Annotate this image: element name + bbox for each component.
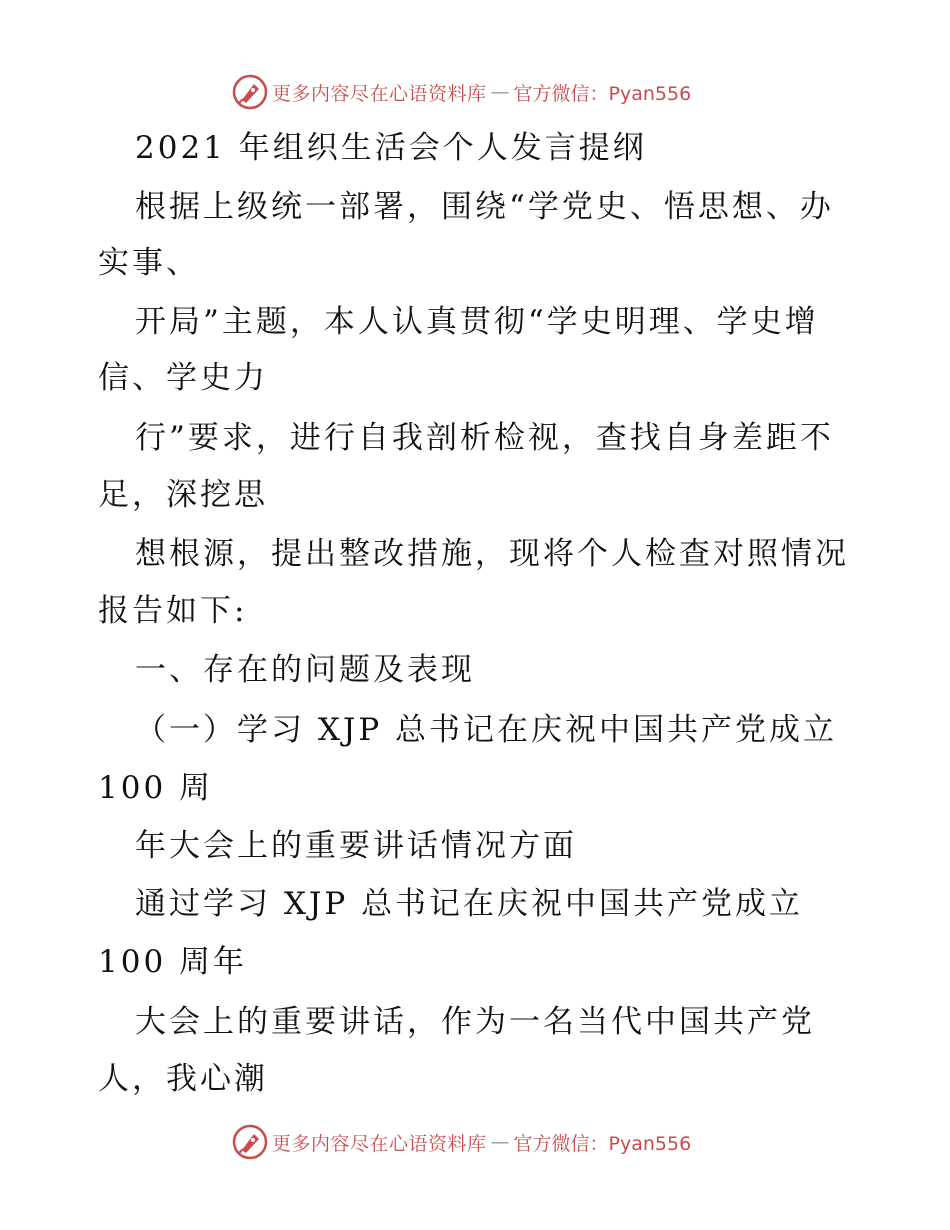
section-heading: 一、存在的问题及表现 [135, 652, 475, 688]
paragraph-line: 想根源，提出整改措施，现将个人检查对照情况 [135, 536, 849, 572]
paragraph-line: 开局”主题，本人认真贯彻“学史明理、学史增 [135, 304, 819, 340]
pen-nib-logo-icon [232, 1124, 268, 1160]
watermark-text: 更多内容尽在心语资料库 [272, 1132, 487, 1155]
subsection-heading: （一）学习 XJP 总书记在庆祝中国共产党成立 [135, 712, 838, 748]
watermark-text: 更多内容尽在心语资料库 [272, 82, 487, 105]
paragraph-line: 行”要求，进行自我剖析检视，查找自身差距不 [135, 420, 834, 456]
watermark-separator: — [490, 1131, 510, 1153]
paragraph-line: 实事、 [98, 245, 200, 281]
watermark-footer [232, 1122, 691, 1162]
paragraph-line: 人，我心潮 [98, 1061, 268, 1097]
subsection-heading-continued: 100 周 [98, 770, 214, 806]
watermark-header [232, 72, 691, 112]
watermark-contact: 官方微信：Pyan556 [513, 82, 692, 105]
paragraph-line: 通过学习 XJP 总书记在庆祝中国共产党成立 [135, 886, 804, 922]
paragraph-line: 足，深挖思 [98, 477, 268, 513]
watermark-separator: — [490, 81, 510, 103]
paragraph-line: 根据上级统一部署，围绕“学党史、悟思想、办 [135, 189, 834, 225]
paragraph-line: 报告如下: [98, 593, 248, 629]
paragraph-line: 100 周年 [98, 944, 248, 980]
watermark-contact: 官方微信：Pyan556 [513, 1132, 692, 1155]
paragraph-line: 年大会上的重要讲话情况方面 [135, 828, 577, 864]
document-title: 2021 年组织生活会个人发言提纲 [135, 130, 647, 166]
paragraph-line: 信、学史力 [98, 360, 268, 396]
paragraph-line: 大会上的重要讲话，作为一名当代中国共产党 [135, 1004, 815, 1040]
pen-nib-logo-icon [232, 74, 268, 110]
